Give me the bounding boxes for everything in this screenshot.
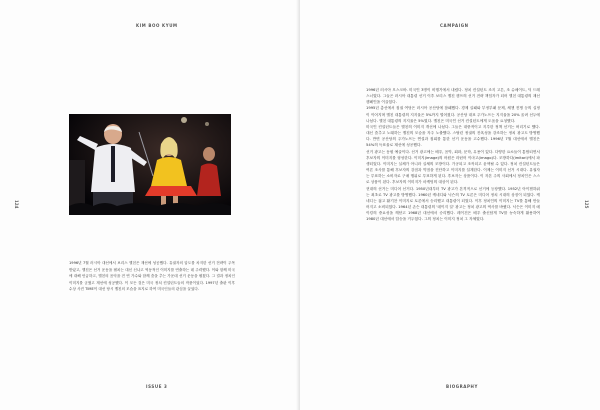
page-number: 125	[584, 200, 589, 209]
paragraph: 1995년 총선에서 집권 여당은 러시아 공산당에 참패했다. 경제 실패와 부정부패 문제, 체첸 전쟁 등의 실정이 이어지며 옐친 대통령의 지지율은 5%까지 떨어졌다. 공산당 대표 주가노프는 지지율을 20% 올려 선두에 나섰다. 옐친 대통령의 지지율은 5%였다. 옐친은 미국인 선거 컨설턴트에게 도움을 요청했다.	[366, 106, 540, 123]
running-header: CAMPAIGN	[440, 23, 469, 28]
photo-caption: 1996년 7월 러시아 대선에서 보리스 옐친은 재선에 성공했다. 유권자의 압도를 차지한 선거 전략이 주목받았고, 옐친은 선거 운동을 펼치는 대신 신나고 역동적인 이미지를 연출하는 데 주력했다. 이와 함께 미국에 대해 언급하고, 옐친의 음악을 전 연 가수와 함께 춤을 추는 가운데 선거 운동을 펼쳤다. 그 결과 정치인 이미지를 굳혔고 재선에 성공했다. 이 모든 것은 미국 정치 컨설턴트들의 작품이었다. 1997년 출판 이후 수상 사진 TIME이 대선 당시 옐친의 모습을 표지로 하여 미국인들의 관심을 끌었다.	[69, 261, 235, 291]
paragraph: 현대의 선거는 미디어 선거다. 1950년대부터 TV 광고가 본격적으로 선거에 등장했다. 1952년 아이젠하워는 최초로 TV 광고를 방영했다. 1960년 케네디와 닉슨의 TV 토론은 미디어 정치 시대의 상징이 되었다. 케네디는 젊고 활기찬 이미지로 토론에서 승리했고 대통령이 되었다. 이후 정치인의 이미지는 TV를 통해 만들어지고 소비되었다. 1964년 존슨 대통령의 '데이지 걸' 광고는 정치 광고의 역사를 바꿨다. 닉슨은 이미지 메이킹의 중요성을 깨닫고 1968년 대선에서 승리했다. 레이건은 배우 출신답게 TV를 능숙하게 활용하여 1980년 대선에서 압승을 거두었다. 그의 정치는 이미지 정치 그 자체였다.	[366, 186, 540, 222]
paragraph: 미국인 컨설턴트들은 옐친의 이미지 개선에 나섰다. 그들은 대중적이고 지루한 정책 선거는 버리기로 했다. 대신 춤추고 노래하는 옐친의 모습을 자주 노출했다. 스탈린 정권의 잔혹성을 강조하는 정치 광고도 방영했다. 반면 공산당의 주가노프는 연설과 집회를 통한 선거 운동을 고수했다. 1996년 7월 대선에서 옐친은 54%의 득표율로 재선에 성공했다.	[366, 124, 540, 148]
paragraph: 1996년 러시아 모스크바. 미국인 3명이 비행기에서 내렸다. 정치 컨설턴트 조지 고튼, 조 슈메이트, 딕 드레스너였다. 그들은 러시아 대통령 선거 이후 보리스 옐친 캠프의 선거 전략 책임자가 되어 옐친 대통령의 재선 캠페인을 이끌었다.	[366, 88, 540, 105]
right-page	[300, 0, 600, 410]
running-footer: BIOGRAPHY	[446, 384, 478, 389]
page-number: 124	[14, 200, 19, 209]
article-body	[366, 87, 540, 222]
paragraph: 선거 광고는 동원 예술이다. 선거 광고에는 배우, 음악, 회화, 문학, 무용이 있다. 다양한 요소들이 통합되면서 후보자의 이미지를 형성한다. 이미지(image)의 어원은 라틴어 이마고(imago)다. 모방하다(imitari)에서 파생되었다. 이미지는 실체가 아니라 실체의 모방이다. 가공되고 조작되고 윤색될 수 있다. 정치 컨설턴트들은 여론 조사를 통해 후보자의 강점과 약점을 진단하고 이미지를 설계한다. 이제는 이미지 선거 시대다. 유권자는 투표하는 소비자로 구매 행위로 투표하게 된다. 후보자는 상품이다. 이 자본 주의 사회에서 정치인은 스스로 상품이 된다. 후보자의 이미지가 마케팅의 대상이 된다.	[366, 149, 540, 185]
campaign-photo	[69, 114, 231, 215]
rally-stage-illustration	[69, 114, 231, 215]
running-footer: ISSUE 3	[146, 384, 168, 389]
running-header: KIM BOO KYUM	[136, 23, 178, 28]
